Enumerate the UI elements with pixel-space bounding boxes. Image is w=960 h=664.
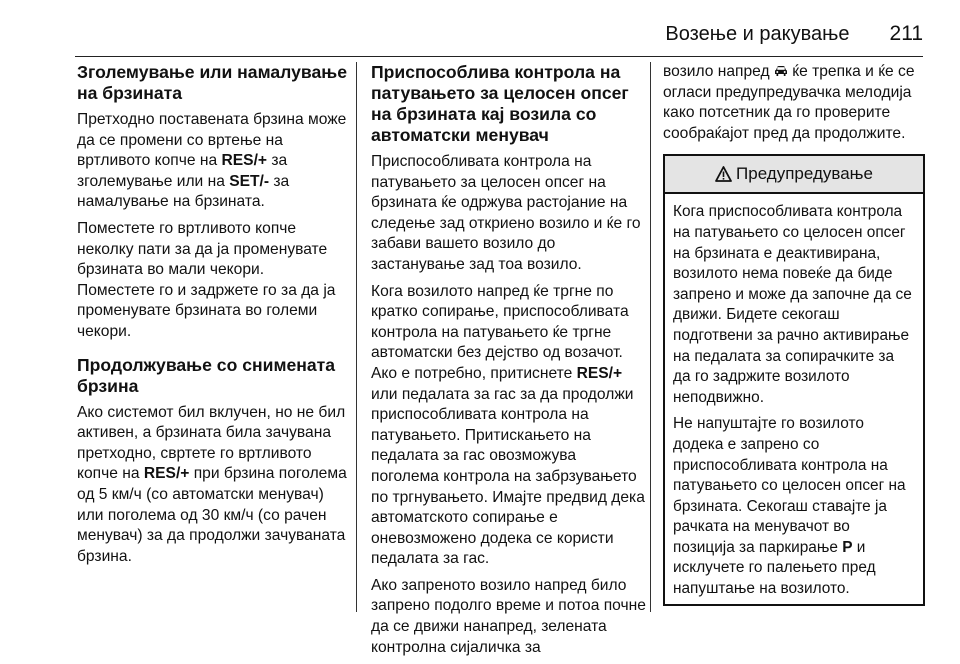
text: ќе трепка и ќе се огласи предупредувачка мелодија како потсетник да го проверите сообраќајот пред да продолжите. — [663, 63, 915, 142]
heading-adaptive-cruise: Приспособлива контрола на патувањето за целосен опсег на брзината кај возила со автоматски менувач — [371, 62, 629, 145]
text: за зголемување или на — [77, 152, 288, 190]
paragraph — [77, 403, 347, 568]
car-front-icon — [774, 63, 788, 75]
section-title: Возење и ракување — [665, 23, 850, 45]
paragraph — [673, 414, 915, 599]
column-divider — [650, 62, 651, 612]
text: Ако системот бил вклучен, но не бил активен, а брзината била зачувана претходно, свртете го вртливото копче на — [77, 403, 346, 483]
text: и исклучете го палењето пред напуштање на возилото. — [673, 538, 876, 598]
paragraph — [371, 282, 646, 570]
text: при брзина поголема од 5 км/ч (со автоматски менувач) или поголема од 30 км/ч (со рачен менувач) за да продолжи зачуваната брзина. — [77, 465, 347, 565]
text: за намалување на брзината. — [77, 172, 290, 211]
key-label: RES/+ — [576, 364, 623, 382]
heading-speed-change: Зголемување или намалување на брзината — [77, 62, 347, 103]
header-rule — [75, 56, 923, 57]
column-divider — [356, 62, 357, 612]
column-left — [77, 62, 347, 573]
warning-header — [665, 156, 923, 194]
text: возило напред — [663, 63, 774, 80]
column-right — [663, 62, 925, 606]
paragraph: Поместете го и задржете го за да ја променувате брзината во големи чекори. — [77, 281, 336, 340]
key-label: RES/+ — [143, 465, 190, 483]
text: Кога возилото напред ќе тргне по кратко сопирање, приспособливата контрола на патувањето ќе тргне автоматски без дејство од возачот. Ако е потребно, притиснете — [371, 282, 629, 382]
key-label: RES/+ — [221, 152, 268, 170]
key-label: SET/- — [229, 172, 270, 190]
text: Не напуштајте го возилото додека е запрено со приспособливата контрола на патувањето со целосен опсег на брзината. Секогаш ставајте ја рачката на менувачот во позиција за паркирање — [673, 415, 906, 556]
warning-title: Предупредување — [736, 164, 873, 184]
paragraph — [663, 62, 925, 144]
paragraph — [77, 110, 347, 213]
warning-triangle-icon — [715, 166, 732, 182]
text: Претходно поставената брзина може да се промени со вртење на вртливото копче на — [77, 111, 347, 170]
paragraph: Приспособливата контрола на патувањето за целосен опсег на брзината ќе одржува растојание на следење зад откриено возило и ќе го забави вашето возило до застанување зад тоа возило. — [371, 153, 641, 273]
column-middle — [371, 62, 646, 664]
warning-box — [663, 154, 925, 605]
text: или педалата за гас за да продолжи приспособливата контрола на патувањето. Притискањето на педалата за гас овозможува поголема контрола на забрзувањето по тргнувањето. Имајте предвид дека автоматското сопирање е оневозможено додека се користи педалата за гас. — [371, 385, 645, 568]
heading-resume-speed: Продолжување со снимената брзина — [77, 354, 336, 396]
key-label: P — [842, 538, 853, 556]
page-number: 211 — [889, 22, 923, 45]
paragraph: Кога приспособливата контрола на патувањето со целосен опсег на брзината е деактивирана, возилото нема повеќе да биде запрено и може да започне да се движи. Бидете секогаш подготвени за рачно активирање на педалата за сопирачките за да го задржите возилото неподвижно. — [673, 203, 912, 406]
paragraph: Поместете го вртливото копче неколку пати за да ја променувате брзината во мали чекори. — [77, 219, 328, 279]
page-header — [75, 22, 923, 56]
warning-body — [665, 194, 923, 603]
paragraph: Ако запреното возило напред било запрено подолго време и потоа почне да се движи нанапред, зелената контролна сијаличка за — [371, 576, 646, 656]
